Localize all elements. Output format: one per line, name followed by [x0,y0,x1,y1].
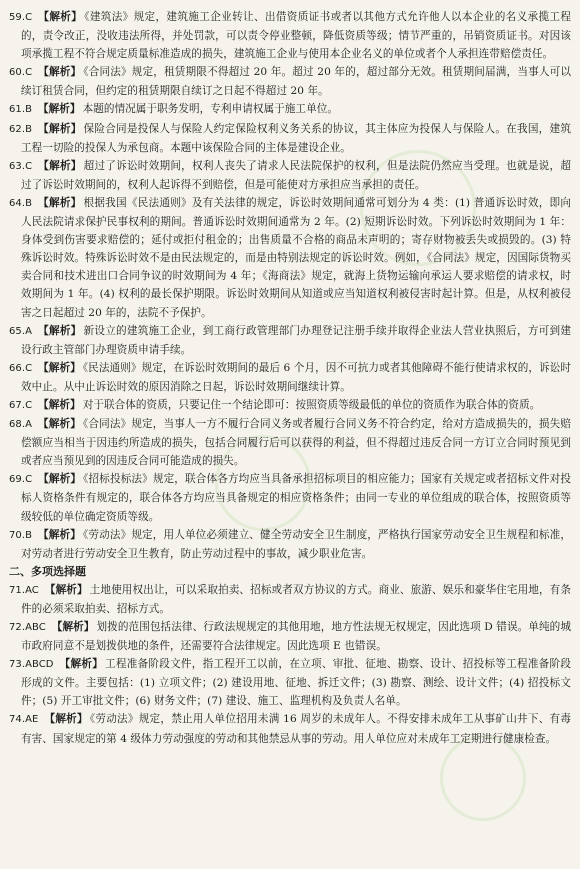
analysis-tag: 【解析】 [38,473,82,486]
item-68 [9,415,571,470]
answer-content [9,8,571,748]
item-number: 67. [9,399,26,411]
item-65 [9,322,571,359]
item-74 [9,710,571,747]
item-62 [9,120,571,157]
item-answer: B [25,104,32,116]
item-text: 《劳动法》规定，用人单位必须建立、健全劳动安全卫生制度，严格执行国家劳动安全卫生规程和标准，对劳动者进行劳动安全卫生教育，防止劳动过程中的事故，减少职业危害。 [21,528,572,560]
analysis-tag: 【解析】 [44,713,88,726]
item-answer: B [25,123,32,135]
item-number: 61. [9,104,26,116]
analysis-tag: 【解析】 [38,11,83,23]
item-answer: C [25,67,33,79]
item-number: 69. [9,474,26,486]
item-text: 本题的情况属于职务发明，专利申请权属于施工单位。 [82,103,339,116]
item-answer: A [25,419,32,431]
item-answer: B [25,197,32,209]
item-73 [9,655,571,710]
item-answer: C [25,399,33,411]
analysis-tag: 【解析】 [38,398,81,411]
analysis-tag: 【解析】 [37,418,81,431]
analysis-tag: 【解析】 [59,658,104,671]
item-number: 71. [9,584,26,596]
item-number: 60. [9,67,26,79]
item-text: 《劳动法》规定，禁止用人单位招用未满 16 周岁的未成年人。不得安排未成年工从事矿山井下、有毒有害、国家规定的第 4 级体力劳动强度的劳动和其他禁忌从事的劳动。用人单位应对未成年工定期进行健康检查。 [21,713,571,745]
item-66 [9,359,571,396]
item-61 [9,100,571,119]
item-answer: ABC [25,622,46,633]
item-text: 工程准备阶段文件，指工程开工以前，在立项、审批、征地、勘察、设计、招投标等工程准备阶段形成的文件。主要包括：(1) 立项文件；(2) 建设用地、征地、拆迁文件；(3) 勘察、测绘、设计文件；(4) 招投标文件；(5) 开工审批文件；(6) 财务文件；(7) 建设、施工、监理机构及负责人名单。 [21,658,571,708]
item-text: 《民法通则》规定，在诉讼时效期间的最后 6 个月，因不可抗力或者其他障碍不能行使请求权的，诉讼时效中止。从中止诉讼时效的原因消除之日起，诉讼时效期间继续计算。 [21,361,572,393]
item-answer: C [25,362,33,374]
item-71 [9,581,571,618]
item-64 [9,194,571,322]
item-text: 根据我国《民法通则》及有关法律的规定，诉讼时效期间通常可划分为 4 类：(1) 普通诉讼时效，即向人民法院请求保护民事权利的期间。普通诉讼时效期间通常为 2 年。(2) 短期诉讼时效。下列诉讼时效期间为 1 年：身体受到伤害要求赔偿的；延付或拒付租金的；出售质量不合格的商品未声明的；寄存财物被丢失或损毁的。(3) 特殊诉讼时效。特殊诉讼时效不是由民法规定的，而是由特别法规定的诉讼时效。例如，《合同法》规定，因国际货物买卖合同和技术进出口合同争议的时效期间为 4 年；《海商法》规定，就海上货物运输向承运人要求赔偿的请求权，时效期间为 1 年。(4) 权利的最长保护期限。诉讼时效期间从知道或应当知道权利被侵害时起计算。但是，从权利被侵害之日起超过 20 年的，法院不予保护。 [21,196,571,319]
item-text: 对于联合体的资质，只要记住一个结论即可：按照资质等级最低的单位的资质作为联合体的资质。 [82,398,541,411]
item-text: 土地使用权出让，可以采取拍卖、招标或者双方协议的方式。商业、旅游、娱乐和豪华住宅用地，有条件的必须采取拍卖、招标方式。 [21,583,572,615]
item-number: 63. [9,160,26,172]
analysis-tag: 【解析】 [37,122,82,135]
item-59 [9,8,571,63]
item-text: 划拨的范围包括法律、行政法规规定的其他用地，地方性法规无权规定，因此选项 D 错误。单纯的城市政府同意不是划拨供地的条件，还需要符合法律规定。因此选项 E 也错误。 [21,621,571,653]
item-number: 66. [9,362,26,374]
item-number: 59. [9,12,26,23]
item-text: 超过了诉讼时效期间，权利人丧失了请求人民法院保护的权利，但是法院仍然应当受理。也就是说，超过了诉讼时效期间的，权利人起诉得不到赔偿，但是可能使对方承担应当承担的责任。 [21,159,571,191]
item-number: 74. [9,714,26,726]
item-number: 72. [9,622,26,633]
item-text: 《招标投标法》规定，联合体各方均应当具备承担招标项目的相应能力；国家有关规定或者招标文件对投标人资格条件有规定的，联合体各方均应当具备规定的相应资格条件；由同一专业的单位组成的联合体，按照资质等级较低的单位确定资质等级。 [21,473,572,523]
item-number: 70. [9,529,26,541]
item-number: 68. [9,419,26,431]
item-answer: ABCD [25,659,54,671]
analysis-tag: 【解析】 [38,66,82,79]
item-answer: C [25,12,33,23]
analysis-tag: 【解析】 [37,196,82,209]
item-text: 新设立的建筑施工企业，到工商行政管理部门办理登记注册手续并取得企业法人营业执照后，方可到建设行政主管部门办理资质申请手续。 [21,324,571,356]
item-63 [9,157,571,194]
item-number: 64. [9,197,26,209]
item-answer: C [25,160,33,172]
analysis-tag: 【解析】 [44,583,88,596]
item-answer: AC [25,584,39,596]
item-text: 《合同法》规定，租赁期限不得超过 20 年。超过 20 年的，超过部分无效。租赁期间届满，当事人可以续订租赁合同，但约定的租赁期限自续订之日起不得超过 20 年。 [21,66,571,98]
item-number: 65. [9,325,26,337]
item-number: 73. [9,659,26,671]
item-text: 保险合同是投保人与保险人约定保险权利义务关系的协议，其主体应为投保人与保险人。在我国，建筑工程一切险的投保人为承包商。本题中该保险合同的主体是建设企业。 [21,122,571,154]
item-text: 《合同法》规定，当事人一方不履行合同义务或者履行合同义务不符合约定，给对方造成损失的，损失赔偿额应当相当于因违约所造成的损失，包括合同履行后可以获得的利益，但不得超过违反合同一方订立合同时预见到或者应当预见到的因违反合同可能造成的损失。 [21,418,572,468]
analysis-tag: 【解析】 [38,361,81,374]
item-69 [9,470,571,525]
section-title: 二、多项选择题 [9,564,86,578]
analysis-tag: 【解析】 [51,621,95,633]
item-answer: AE [25,714,39,726]
item-text: 《建筑法》规定，建筑施工企业转让、出借资质证书或者以其他方式允许他人以本企业的名义承揽工程的，责令改正，没收违法所得，并处罚款，可以责令停业整顿，降低资质等级；情节严重的，吊销资质证书。对因该项承揽工程不符合规定质量标准造成的损失，建筑施工企业与使用本企业名义的单位或者个人承担连带赔偿责任。 [21,11,571,61]
analysis-tag: 【解析】 [37,528,81,541]
item-answer: B [25,529,32,541]
analysis-tag: 【解析】 [38,159,82,172]
analysis-tag: 【解析】 [37,103,81,116]
item-60 [9,63,571,100]
watermark-circle [440,735,526,821]
item-67 [9,396,571,415]
item-answer: C [25,474,33,486]
analysis-tag: 【解析】 [37,324,82,337]
item-72 [9,618,571,655]
item-answer: A [25,325,32,337]
item-number: 62. [9,123,26,135]
item-70 [9,526,571,563]
